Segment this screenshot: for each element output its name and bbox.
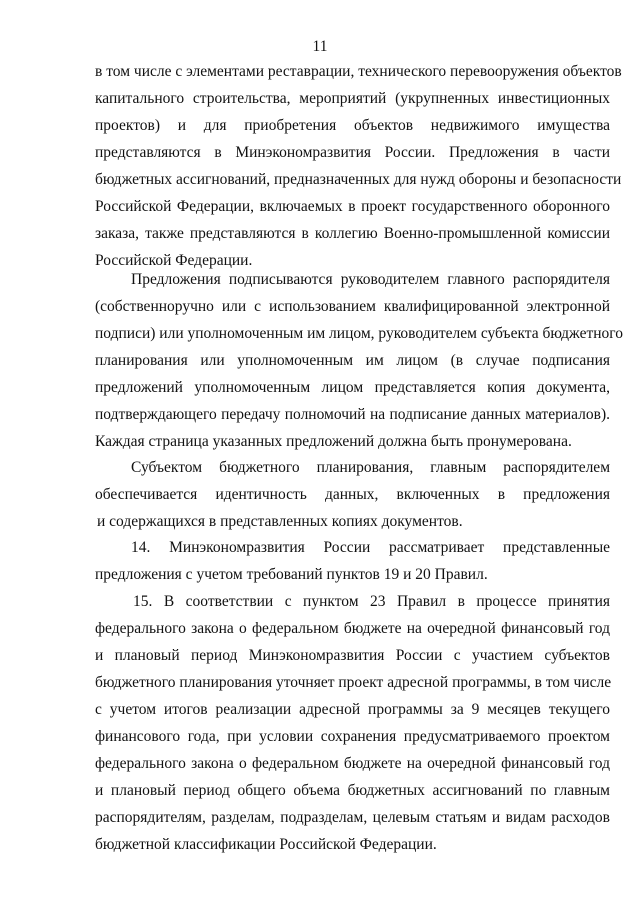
text-line: с учетом итогов реализации адресной программы за 9 месяцев текущего [95,701,610,718]
text-line: предложения с учетом требований пунктов 19 и 20 Правил. [95,566,488,583]
text-line: Предложения подписываются руководителем главного распорядителя [131,271,610,288]
text-line: Российской Федерации, включаемых в проект государственного оборонного [95,198,610,215]
text-line: заказа, также представляются в коллегию Военно-промышленной комиссии [95,225,610,242]
text-line: Каждая страница указанных предложений должна быть пронумерована. [95,433,572,450]
text-line: и содержащихся в представленных копиях документов. [97,513,463,530]
text-line: и плановый период Минэкономразвития России с участием субъектов [95,647,610,664]
text-line: федерального закона о федеральном бюджете на очередной финансовый год [95,755,610,772]
text-line: финансового года, при условии сохранения предусматриваемого проектом [95,728,610,745]
text-line: бюджетного планирования уточняет проект адресной программы, в том числе [95,674,612,691]
text-line: бюджетных ассигнований, предназначенных для нужд обороны и безопасности [95,171,622,188]
text-line: Российской Федерации. [95,252,253,269]
text-line: подтверждающего передачу полномочий на подписание данных материалов). [95,406,610,423]
text-line: предложений уполномоченным лицом представляется копия документа, [95,379,610,396]
text-line: 15. В соответствии с пунктом 23 Правил в процессе принятия [133,593,610,610]
text-line: бюджетной классификации Российской Федерации. [95,836,437,853]
text-line: в том числе с элементами реставрации, технического перевооружения объектов [95,63,622,80]
text-line: 14. Минэкономразвития России рассматривает представленные [131,539,610,556]
text-line: Субъектом бюджетного планирования, главным распорядителем [131,459,610,476]
text-line: капитального строительства, мероприятий (укрупненных инвестиционных [95,90,610,107]
text-line: и плановый период общего объема бюджетных ассигнований по главным [95,782,610,799]
text-line: обеспечивается идентичность данных, включенных в предложения [95,486,610,503]
text-line: представляются в Минэкономразвития России. Предложения в части [95,144,610,161]
text-line: планирования или уполномоченным им лицом (в случае подписания [95,352,610,369]
text-line: подписи) или уполномоченным им лицом, руководителем субъекта бюджетного [95,325,623,342]
text-line: (собственноручно или с использованием квалифицированной электронной [95,298,610,315]
text-line: федерального закона о федеральном бюджете на очередной финансовый год [95,620,610,637]
text-line: проектов) и для приобретения объектов недвижимого имущества [95,117,610,134]
page-number: 11 [312,38,328,55]
text-line: распорядителям, разделам, подразделам, целевым статьям и видам расходов [95,809,610,826]
